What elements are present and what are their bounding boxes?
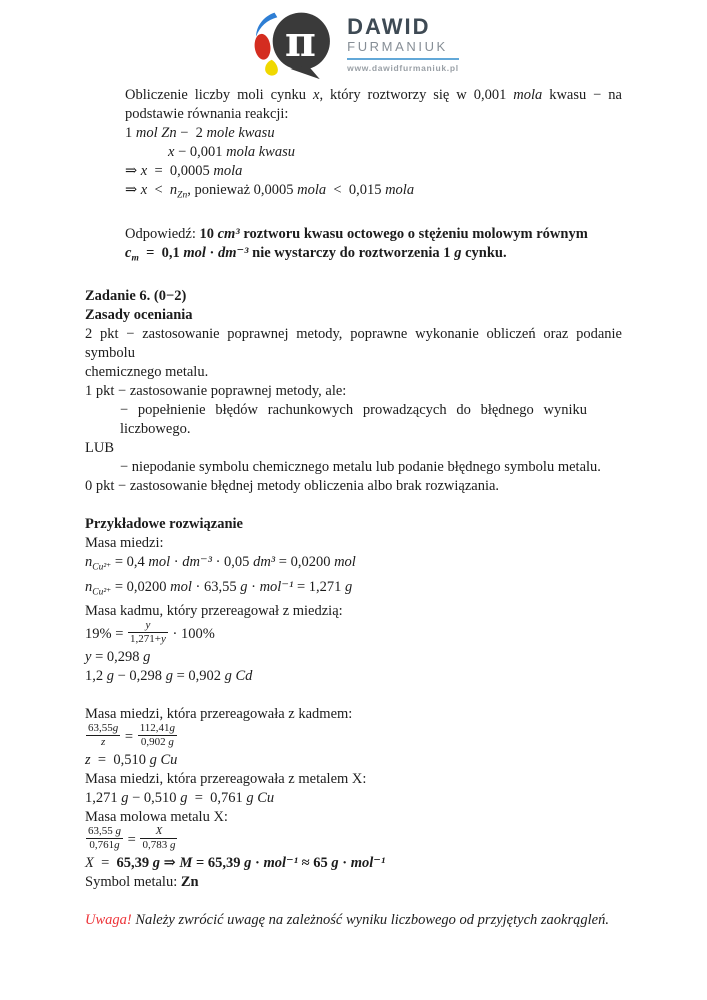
text-run: Obliczenie liczby moli cynku	[125, 87, 313, 103]
text-run: · 0,05	[211, 554, 254, 570]
fraction-numerator	[138, 722, 177, 736]
note	[85, 911, 622, 930]
text-run: Zn	[180, 874, 199, 890]
fraction-denominator	[86, 736, 120, 749]
answer-line2	[85, 244, 622, 269]
fraction-denominator	[140, 839, 177, 852]
text-run: − niepodanie symbolu chemicznego metalu lub podanie błędnego symbolu metalu.	[120, 459, 601, 475]
text-run: y	[160, 633, 166, 645]
text-run: g	[114, 839, 120, 851]
text-run: cynku.	[461, 244, 507, 261]
text-run: y	[85, 649, 92, 665]
text-run: Masa miedzi, która przereagowała z metalem X:	[85, 771, 367, 787]
fraction	[139, 825, 178, 852]
text-run: dm³	[253, 554, 276, 570]
text-run: 1,271	[85, 790, 122, 806]
text-run: g	[165, 668, 173, 684]
text-run: X	[85, 855, 94, 871]
text-run: mol⁻¹	[259, 578, 294, 595]
text-run: mol	[148, 554, 171, 570]
eq-result-x	[85, 162, 622, 181]
answer-line1	[85, 225, 622, 244]
text-run: − 0,298	[114, 668, 166, 684]
text-run: = 1,271	[293, 578, 346, 595]
eq-z-result	[85, 751, 622, 770]
eq-copper-grams	[85, 578, 622, 603]
text-run: < 0,015	[326, 182, 386, 198]
eq-copper-x	[85, 789, 622, 808]
fraction-denominator	[138, 736, 177, 749]
text-run: g	[345, 578, 353, 595]
text-run: mola	[385, 182, 415, 198]
text-run: Masa molowa metalu X:	[85, 809, 228, 825]
text-run: · 100%	[168, 625, 215, 642]
text-run: g	[121, 790, 129, 806]
fraction-denominator	[128, 633, 168, 646]
logo-surname: FURMANIUK	[347, 38, 448, 54]
text-run: X	[155, 825, 163, 837]
text-run: g	[152, 855, 161, 871]
eq-proportion-x	[85, 827, 622, 854]
text-run: 65,39	[116, 855, 153, 871]
text-run: 0,902	[140, 736, 169, 748]
text-run: = 0,0200	[275, 554, 335, 570]
text-run: symbolu	[85, 345, 135, 361]
text-run: LUB	[85, 440, 114, 456]
text-run: g	[168, 736, 174, 748]
text-run: =	[121, 728, 137, 745]
text-run: m	[131, 253, 139, 263]
eq-final-result	[85, 854, 622, 873]
text-run: g	[112, 722, 119, 734]
text-run: mola	[513, 87, 543, 103]
text-run: Cu²⁺	[92, 587, 112, 597]
text-run: n	[169, 182, 178, 198]
eq-copper-moles	[85, 553, 622, 578]
para-intro-line1	[85, 86, 622, 105]
grading-1pkt-error2	[85, 458, 622, 477]
grading-2pkt-line2	[85, 344, 622, 363]
grading-1pkt-error1	[85, 401, 622, 439]
text-run: nie wystarczy do roztworzenia 1	[248, 244, 455, 261]
text-run: n	[85, 578, 93, 595]
text-run: g	[169, 722, 176, 734]
text-run: ·	[247, 578, 260, 595]
text-run: 1,2	[85, 668, 107, 684]
spacer	[85, 268, 622, 287]
fraction-numerator	[86, 825, 123, 839]
text-run: = 0,1	[138, 244, 184, 261]
text-run: = 0,510	[90, 752, 150, 768]
text-run: mol	[183, 244, 206, 261]
text-run: Masa miedzi:	[85, 535, 164, 551]
text-run: n	[85, 554, 93, 570]
copper-mass-label	[85, 534, 622, 553]
text-run: 1 pkt − zastosowanie poprawnej metody, ale:	[85, 383, 347, 399]
eq-percentage	[85, 621, 622, 648]
spacer	[85, 892, 622, 911]
pi-speech-bubble-icon	[248, 8, 338, 80]
text-run: 63,55	[88, 722, 113, 734]
text-run: , który roztworzy się w 0,001	[319, 87, 514, 103]
logo-divider-line	[347, 58, 459, 60]
para-intro-line2	[85, 105, 622, 124]
task-heading	[85, 287, 622, 306]
text-run: podstawie równania reakcji:	[125, 106, 289, 122]
text-run: chemicznego metalu.	[85, 364, 209, 380]
text-run: g	[115, 825, 121, 837]
grading-2pkt-line1	[85, 325, 622, 344]
text-run: = 65,39	[192, 855, 245, 871]
text-run: ⇒	[160, 855, 180, 871]
spacer	[85, 686, 622, 705]
text-run: mol	[170, 578, 192, 595]
text-run: mol	[334, 554, 356, 570]
fraction	[137, 722, 178, 749]
text-run: g	[240, 578, 248, 595]
text-run: Masa miedzi, która przereagowała z kadmem:	[85, 706, 353, 722]
text-run: = 0,902	[172, 668, 225, 684]
logo-website-url: www.dawidfurmaniuk.pl	[347, 62, 459, 73]
text-run: Zadanie 6. (0−2)	[85, 288, 187, 304]
eq-cadmium-result	[85, 667, 622, 686]
text-run: − 0,510	[128, 790, 181, 806]
text-run: ⇒	[125, 163, 141, 179]
text-run: ·	[205, 244, 218, 261]
text-run: 1	[125, 125, 136, 141]
text-run: − 0,001	[174, 144, 227, 160]
text-run: 63,55	[88, 825, 116, 837]
text-run: mol Zn	[135, 125, 177, 141]
text-run: Masa kadmu, który przereagował z miedzią:	[85, 603, 343, 619]
text-run: y	[145, 619, 151, 631]
text-run: x	[140, 182, 148, 198]
spacer	[85, 496, 622, 515]
text-run: 19% =	[85, 625, 128, 642]
grading-1pkt	[85, 382, 622, 401]
text-run: = 0,298	[91, 649, 144, 665]
text-run: ⇒	[125, 182, 141, 198]
text-run: g	[169, 839, 176, 851]
eq-comparison	[85, 181, 622, 206]
copper-metalx-label	[85, 770, 622, 789]
fraction	[85, 825, 124, 852]
text-run: x	[313, 87, 320, 103]
text-run: mola	[213, 163, 243, 179]
text-run: 0,783	[142, 839, 170, 851]
grading-2pkt-line3	[85, 363, 622, 382]
text-run: − popełnienie błędów rachunkowych prowadzących do błędnego wyniku liczbowego.	[120, 402, 587, 437]
grading-0pkt	[85, 477, 622, 496]
logo-text-block	[347, 15, 459, 72]
text-run: g Cd	[224, 668, 253, 684]
fraction-numerator	[140, 825, 177, 839]
text-run: x	[140, 163, 148, 179]
text-run: c	[125, 244, 132, 261]
text-run: · 63,55	[191, 578, 241, 595]
text-run: cm³	[217, 225, 240, 242]
text-run: z	[100, 736, 106, 748]
text-run: mola	[297, 182, 327, 198]
text-run: Symbol metalu:	[85, 874, 181, 890]
fraction-denominator	[86, 839, 123, 852]
text-run: mol⁻¹	[263, 855, 299, 871]
text-run: M	[179, 855, 193, 871]
fraction	[85, 722, 121, 749]
text-run: mole kwasu	[206, 125, 275, 141]
text-run: =	[93, 855, 117, 871]
fraction-numerator	[86, 722, 120, 736]
yellow-drop-shape	[265, 60, 278, 76]
logo	[85, 8, 622, 80]
document-body	[85, 86, 622, 930]
text-run: = 0,761	[187, 790, 247, 806]
text-run: g	[331, 855, 339, 871]
spacer	[85, 206, 622, 225]
text-run: dm⁻³	[218, 244, 249, 261]
metal-symbol	[85, 873, 622, 892]
text-run: ·	[170, 554, 183, 570]
text-run: 10	[199, 225, 218, 242]
text-run: Zn	[177, 190, 188, 201]
text-run: g Cu	[149, 752, 178, 768]
text-run: g	[244, 855, 252, 871]
text-run: x	[168, 144, 175, 160]
text-run: 0 pkt − zastosowanie błędnej metody obliczenia albo brak rozwiązania.	[85, 478, 500, 494]
text-run: 0,761	[89, 839, 115, 851]
text-run: Należy zwrócić uwagę na zależność wyniku liczbowego od przyjętych zaokrągleń.	[131, 912, 609, 928]
solution-heading	[85, 515, 622, 534]
text-run: ·	[251, 855, 264, 871]
text-run: − 2	[176, 125, 207, 141]
text-run: = 0,0005	[147, 163, 214, 179]
text-run: g	[106, 668, 114, 684]
text-run: g	[143, 649, 151, 665]
text-run: 2 pkt − zastosowanie poprawnej metody, poprawne wykonanie obliczeń oraz podanie	[85, 326, 622, 342]
text-run: 1,271+	[130, 633, 161, 645]
text-run: =	[124, 831, 140, 848]
text-run: g	[454, 244, 462, 261]
text-run: = 0,0200	[111, 578, 171, 595]
eq-proportion-line2	[85, 143, 622, 162]
text-run: z	[85, 752, 91, 768]
text-run: ·	[338, 855, 351, 871]
text-run: g Cu	[246, 790, 275, 806]
text-run: Przykładowe rozwiązanie	[85, 516, 243, 532]
text-run: dm⁻³	[182, 554, 212, 570]
fraction-numerator	[128, 619, 168, 633]
text-run: kwasu − na	[542, 87, 622, 103]
text-run: 112,41	[139, 722, 170, 734]
text-run: <	[147, 182, 170, 198]
text-run: Cu²⁺	[92, 562, 112, 573]
fraction	[127, 619, 169, 646]
text-run: ≈ 65	[298, 855, 332, 871]
grading-lub	[85, 439, 622, 458]
eq-proportion-cadmium	[85, 724, 622, 751]
eq-proportion-line1	[85, 124, 622, 143]
text-run: Zasady oceniania	[85, 307, 193, 323]
text-run: , ponieważ 0,0005	[187, 182, 298, 198]
logo-first-name: DAWID	[347, 14, 431, 40]
text-run: Uwaga!	[85, 912, 132, 928]
text-run: mola kwasu	[226, 144, 295, 160]
text-run: = 0,4	[111, 554, 149, 570]
red-exclamation-shape	[253, 33, 272, 61]
text-run: Odpowiedź:	[125, 225, 200, 242]
text-run: g	[180, 790, 188, 806]
grading-heading	[85, 306, 622, 325]
eq-y-result	[85, 648, 622, 667]
pi-glyph: π	[285, 17, 317, 67]
text-run: mol⁻¹	[350, 855, 386, 871]
text-run: roztworu kwasu octowego o stężeniu molowym równym	[239, 225, 588, 242]
